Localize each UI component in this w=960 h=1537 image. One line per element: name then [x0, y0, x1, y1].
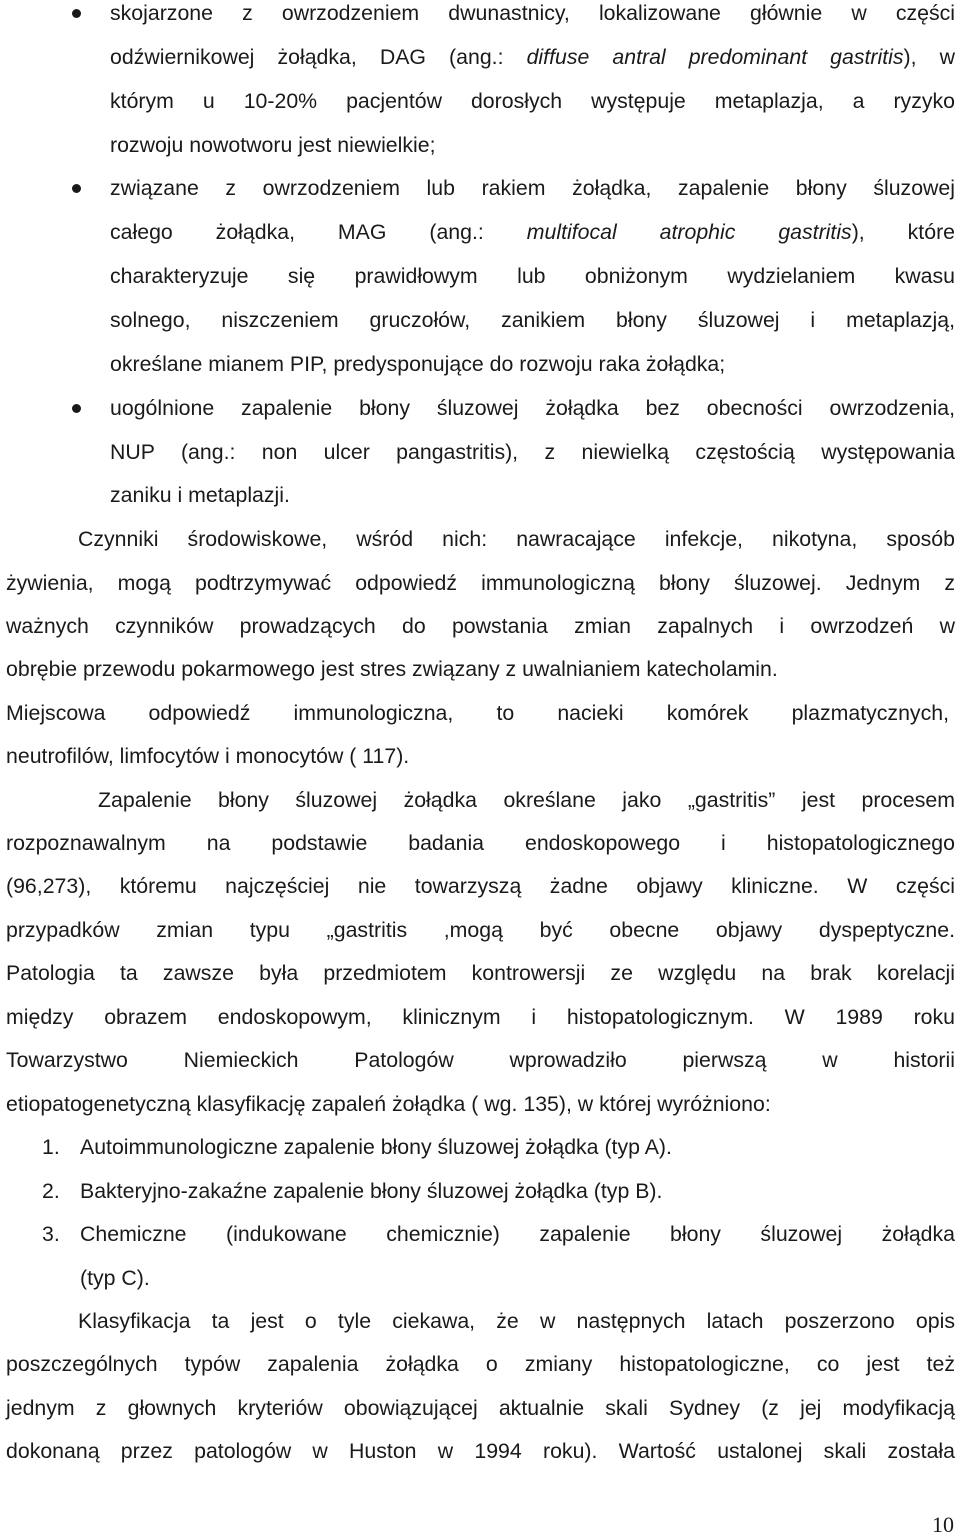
bullet3-line2: NUP (ang.: non ulcer pangastritis), z niewielką częstością występowania	[110, 440, 955, 464]
text-span: całego żołądka, MAG (ang.:	[110, 220, 527, 244]
english-term: multifocal atrophic gastritis	[526, 220, 852, 244]
para2-line3: (96,273), któremu najczęściej nie towarzyszą żadne objawy kliniczne. W części	[6, 874, 955, 898]
bullet1-line3: którym u 10-20% pacjentów dorosłych występuje metaplazja, a ryzyko	[110, 89, 955, 113]
text-span: ), które	[851, 220, 955, 244]
bullet-icon	[72, 404, 81, 413]
para3-line4: dokonaną przez patologów w Huston w 1994 roku). Wartość ustalonej skali została	[6, 1439, 955, 1463]
para2-line7: Towarzystwo Niemieckich Patologów wprowadziło pierwszą w historii	[6, 1048, 955, 1072]
bullet2-line5: określane mianem PIP, predysponujące do rozwoju raka żołądka;	[110, 352, 726, 376]
text-span: ), w	[903, 45, 955, 69]
numbered-item-1: Autoimmunologiczne zapalenie błony śluzowej żołądka (typ A).	[80, 1135, 672, 1159]
para2-line5: Patologia ta zawsze była przedmiotem kontrowersji ze względu na brak korelacji	[6, 961, 955, 985]
numbered-item-2: Bakteryjno-zakaźne zapalenie błony śluzowej żołądka (typ B).	[80, 1179, 663, 1203]
bullet-icon	[72, 184, 81, 193]
bullet3-line1: uogólnione zapalenie błony śluzowej żołądka bez obecności owrzodzenia,	[110, 396, 955, 420]
bullet2-line4: solnego, niszczeniem gruczołów, zanikiem błony śluzowej i metaplazją,	[110, 308, 955, 332]
text-span: odźwiernikowej żołądka, DAG (ang.:	[110, 45, 527, 69]
list-number: 2.	[42, 1179, 60, 1203]
para3-line3: jednym z głownych kryteriów obowiązującej aktualnie skali Sydney (z jej modyfikacją	[6, 1396, 955, 1420]
para1-line2: żywienia, mogą podtrzymywać odpowiedź immunologiczną błony śluzowej. Jednym z	[6, 571, 955, 595]
bullet1-line1: skojarzone z owrzodzeniem dwunastnicy, lokalizowane głównie w części	[110, 1, 955, 25]
list-number: 1.	[42, 1135, 60, 1159]
para2-line8: etiopatogenetyczną klasyfikację zapaleń żołądka ( wg. 135), w której wyróżniono:	[6, 1092, 771, 1116]
para2-line1: Zapalenie błony śluzowej żołądka określane jako „gastritis” jest procesem	[98, 788, 955, 812]
numbered-item-3-line1: Chemiczne (indukowane chemicznie) zapalenie błony śluzowej żołądka	[80, 1222, 955, 1246]
para1-line3: ważnych czynników prowadzących do powstania zmian zapalnych i owrzodzeń w	[6, 614, 955, 638]
english-term: diffuse antral predominant gastritis	[526, 45, 904, 69]
bullet2-line2	[110, 219, 955, 245]
para1-line1: Czynniki środowiskowe, wśród nich: nawracające infekcje, nikotyna, sposób	[78, 527, 955, 551]
para1-line4: obrębie przewodu pokarmowego jest stres związany z uwalnianiem katecholamin.	[6, 657, 778, 681]
list-number: 3.	[42, 1222, 60, 1246]
bullet1-line2	[110, 44, 955, 70]
para3-line1: Klasyfikacja ta jest o tyle ciekawa, że w następnych latach poszerzono opis	[78, 1309, 955, 1333]
para1-line5: Miejscowa odpowiedź immunologiczna, to nacieki komórek plazmatycznych,	[6, 701, 949, 725]
numbered-item-3-line2: (typ C).	[80, 1266, 150, 1290]
bullet1-line4: rozwoju nowotworu jest niewielkie;	[110, 133, 436, 157]
para2-line4: przypadków zmian typu „gastritis ,mogą być obecne objawy dyspeptyczne.	[6, 918, 955, 942]
para1-line6: neutrofilów, limfocytów i monocytów ( 117).	[6, 744, 410, 768]
para2-line6: między obrazem endoskopowym, klinicznym i histopatologicznym. W 1989 roku	[6, 1005, 955, 1029]
para3-line2: poszczególnych typów zapalenia żołądka o zmiany histopatologiczne, co jest też	[6, 1352, 955, 1376]
bullet-icon	[72, 9, 81, 18]
bullet2-line3: charakteryzuje się prawidłowym lub obniżonym wydzielaniem kwasu	[110, 264, 955, 288]
bullet3-line3: zaniku i metaplazji.	[110, 483, 290, 507]
page-number: 10	[932, 1512, 954, 1537]
para2-line2: rozpoznawalnym na podstawie badania endoskopowego i histopatologicznego	[6, 831, 955, 855]
bullet2-line1: związane z owrzodzeniem lub rakiem żołądka, zapalenie błony śluzowej	[110, 176, 955, 200]
